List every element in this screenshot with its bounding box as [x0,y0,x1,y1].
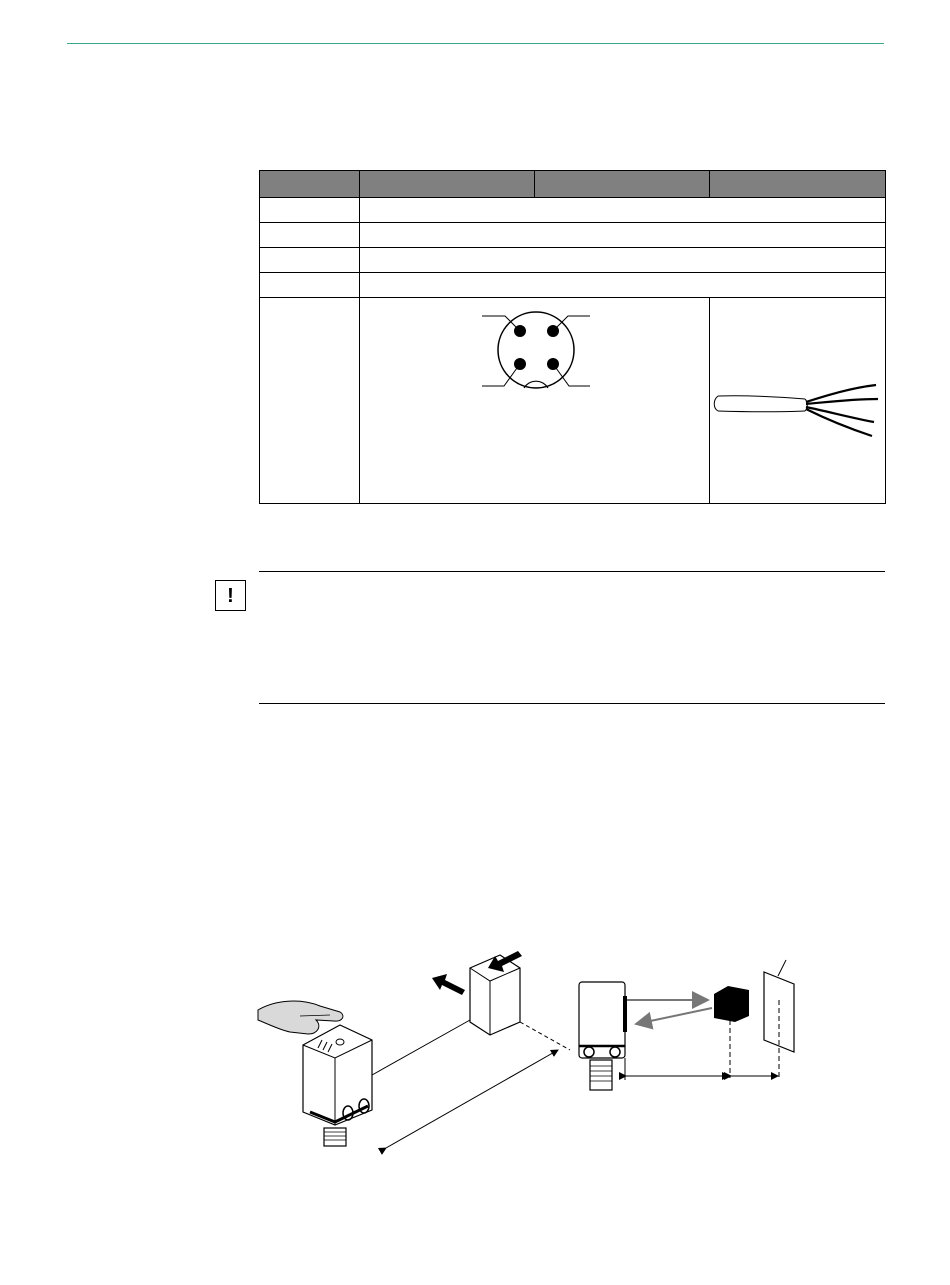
header-rule [67,43,884,44]
table-cell [260,248,360,273]
connector-pinout-cell [360,298,710,504]
table-header-cell [710,171,886,198]
cable-cell [710,298,886,504]
connector-pinout-icon [360,298,709,408]
table-cell [260,298,360,504]
cable-icon [710,298,886,458]
table-row [260,248,886,273]
target-object-icon [714,986,749,1022]
notice-top-rule [259,571,885,572]
table-cell [260,198,360,223]
table-cell [260,223,360,248]
distance-arrow [386,1050,558,1148]
sensor-left-icon [303,1025,372,1146]
table-row [260,223,886,248]
table-header-cell [260,171,360,198]
table-cell-span [360,198,886,223]
background-panel-icon [764,960,794,1052]
table-cell [260,273,360,298]
table-row [260,198,886,223]
table-header-row [260,171,886,198]
connection-table [259,170,886,504]
notice-bottom-rule [259,703,885,704]
teach-in-figure [0,930,950,1170]
arrow-out-icon [432,974,465,995]
table-row [260,298,886,504]
exclamation-icon: ! [215,580,246,611]
table-header-cell [360,171,535,198]
table-cell-span [360,248,886,273]
table-cell-span [360,273,886,298]
sensor-right-icon [579,982,627,1090]
table-header-cell [535,171,710,198]
hand-icon [258,1001,343,1034]
table-cell-span [360,223,886,248]
table-row [260,273,886,298]
